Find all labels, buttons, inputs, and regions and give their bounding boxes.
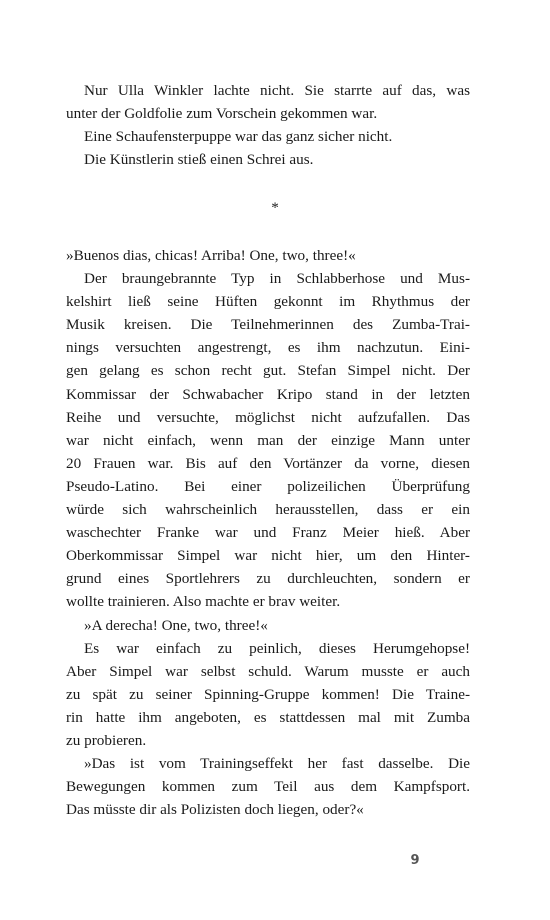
text-line: Eine Schaufensterpuppe war das ganz sicher nicht. bbox=[84, 128, 393, 146]
text-line: wollte trainieren. Also machte er brav weiter. bbox=[66, 593, 341, 611]
text-line: zu probieren. bbox=[66, 731, 147, 749]
text-line: unter der Goldfolie zum Vorschein gekommen war. bbox=[66, 105, 378, 123]
text-line: Aber Simpel war selbst schuld. Warum musste er auch bbox=[66, 662, 470, 680]
text-line: »Buenos dias, chicas! Arriba! One, two, three!« bbox=[66, 247, 356, 264]
text-line: Pseudo-Latino. Bei einer polizeilichen Überprüfung bbox=[66, 477, 470, 495]
text-line: Kommissar der Schwabacher Kripo stand in der letzten bbox=[66, 385, 470, 403]
text-line: Musik kreisen. Die Teilnehmerinnen des Zumba-Trai- bbox=[66, 316, 470, 334]
text-line: würde sich wahrscheinlich herausstellen, dass er ein bbox=[66, 501, 470, 519]
text-line: »Das ist vom Trainingseffekt her fast dasselbe. Die bbox=[84, 755, 470, 773]
text-line: gen gelang es schon recht gut. Stefan Simpel nicht. Der bbox=[66, 362, 470, 380]
text-line: war nicht einfach, wenn man der einzige Mann unter bbox=[66, 431, 470, 449]
text-line: Das müsste dir als Polizisten doch liegen, oder?« bbox=[66, 801, 364, 819]
text-line: zu spät zu seiner Spinning-Gruppe kommen! Die Traine- bbox=[66, 685, 470, 703]
section-separator: * bbox=[271, 199, 279, 216]
text-line: Der braungebrannte Typ in Schlabberhose und Mus- bbox=[84, 270, 470, 288]
paragraph-block-2 bbox=[66, 244, 470, 821]
text-line: »A derecha! One, two, three!« bbox=[84, 616, 268, 634]
text-line: Die Künstlerin stieß einen Schrei aus. bbox=[84, 151, 314, 169]
text-line: Oberkommissar Simpel war nicht hier, um den Hinter- bbox=[66, 547, 470, 565]
text-line: Nur Ulla Winkler lachte nicht. Sie starrte auf das, was bbox=[84, 82, 470, 99]
text-line: kelshirt ließ seine Hüften gekonnt im Rhythmus der bbox=[66, 293, 470, 311]
text-line: grund eines Sportlehrers zu durchleuchten, sondern er bbox=[66, 570, 470, 588]
paragraph-block-1 bbox=[66, 79, 470, 171]
text-line: nings versuchten angestrengt, es ihm nachzutun. Eini- bbox=[66, 339, 470, 357]
text-line: Es war einfach zu peinlich, dieses Herumgehopse! bbox=[84, 639, 470, 657]
text-line: Bewegungen kommen zum Teil aus dem Kampfsport. bbox=[66, 778, 470, 796]
page-number: 9 bbox=[410, 853, 420, 868]
text-line: waschechter Franke war und Franz Meier hieß. Aber bbox=[66, 524, 470, 542]
text-line: Reihe und versuchte, möglichst nicht aufzufallen. Das bbox=[66, 408, 470, 426]
text-line: rin hatte ihm angeboten, es stattdessen mal mit Zumba bbox=[66, 708, 470, 726]
text-line: 20 Frauen war. Bis auf den Vortänzer da vorne, diesen bbox=[66, 454, 470, 472]
